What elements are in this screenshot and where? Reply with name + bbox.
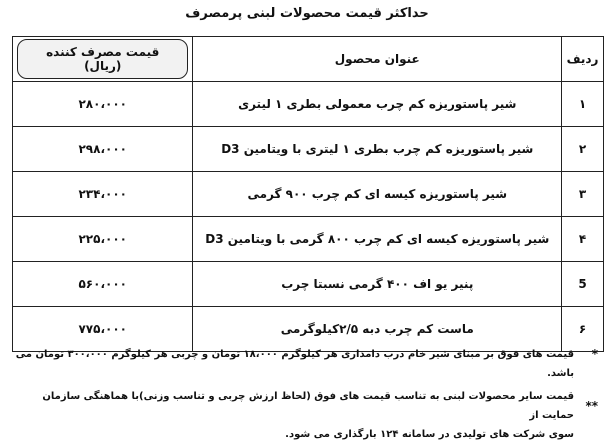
footnote-text: قیمت های فوق بر مبنای شیر خام درب دامداری هر کیلوگرم ۱۸،۰۰۰ تومان و چربی هر کیلوگرم ۳۰۰،۰۰۰ تومان می باشد. bbox=[15, 349, 574, 379]
footnote-marker: * bbox=[591, 347, 598, 361]
product-price: ۲۳۴،۰۰۰ bbox=[13, 172, 193, 217]
footnote-text: سوی شرکت های تولیدی در سامانه ۱۲۴ بارگذاری می شود. bbox=[285, 429, 574, 440]
product-price: ۲۹۸،۰۰۰ bbox=[13, 127, 193, 172]
row-number: ۳ bbox=[562, 172, 604, 217]
table-row bbox=[13, 217, 604, 262]
product-price: ۲۲۵،۰۰۰ bbox=[13, 217, 193, 262]
row-number: ۱ bbox=[562, 82, 604, 127]
header-price-label: قیمت مصرف کننده (ریال) bbox=[17, 39, 188, 79]
product-name: شیر پاستوریزه کیسه ای کم چرب ۹۰۰ گرمی bbox=[193, 172, 562, 217]
table-row bbox=[13, 127, 604, 172]
table-header-row bbox=[13, 37, 604, 82]
footnote-2 bbox=[12, 387, 602, 444]
page-title: حداکثر قیمت محصولات لبنی پرمصرف bbox=[185, 6, 429, 21]
product-name: شیر پاستوریزه کیسه ای کم چرب ۸۰۰ گرمی با ویتامین D3 bbox=[193, 217, 562, 262]
footnotes bbox=[12, 345, 602, 444]
product-name: شیر پاستوریزه کم چرب معمولی بطری ۱ لیتری bbox=[193, 82, 562, 127]
footnote-text: قیمت سایر محصولات لبنی به تناسب قیمت های فوق (لحاظ ارزش چربی و تناسب وزنی)با هماهنگی سازمان حمایت از bbox=[42, 391, 574, 421]
product-name: پنیر یو اف ۴۰۰ گرمی نسبتا چرب bbox=[193, 262, 562, 307]
row-number: ۴ bbox=[562, 217, 604, 262]
header-row-number: ردیف bbox=[562, 37, 604, 82]
row-number: 5 bbox=[562, 262, 604, 307]
row-number: ۶ bbox=[562, 307, 604, 352]
product-price: ۲۸۰،۰۰۰ bbox=[13, 82, 193, 127]
table-row bbox=[13, 262, 604, 307]
product-price: ۷۷۵،۰۰۰ bbox=[13, 307, 193, 352]
footnote-marker: ** bbox=[585, 399, 598, 413]
row-number: ۲ bbox=[562, 127, 604, 172]
product-name: ماست کم چرب دبه ۲/۵کیلوگرمی bbox=[193, 307, 562, 352]
footnote-1 bbox=[12, 345, 602, 383]
header-product-name: عنوان محصول bbox=[193, 37, 562, 82]
product-name: شیر پاستوریزه کم چرب بطری ۱ لیتری با ویتامین D3 bbox=[193, 127, 562, 172]
price-table bbox=[12, 36, 604, 352]
table-row bbox=[13, 82, 604, 127]
header-consumer-price bbox=[13, 37, 193, 82]
product-price: ۵۶۰،۰۰۰ bbox=[13, 262, 193, 307]
table-row bbox=[13, 172, 604, 217]
